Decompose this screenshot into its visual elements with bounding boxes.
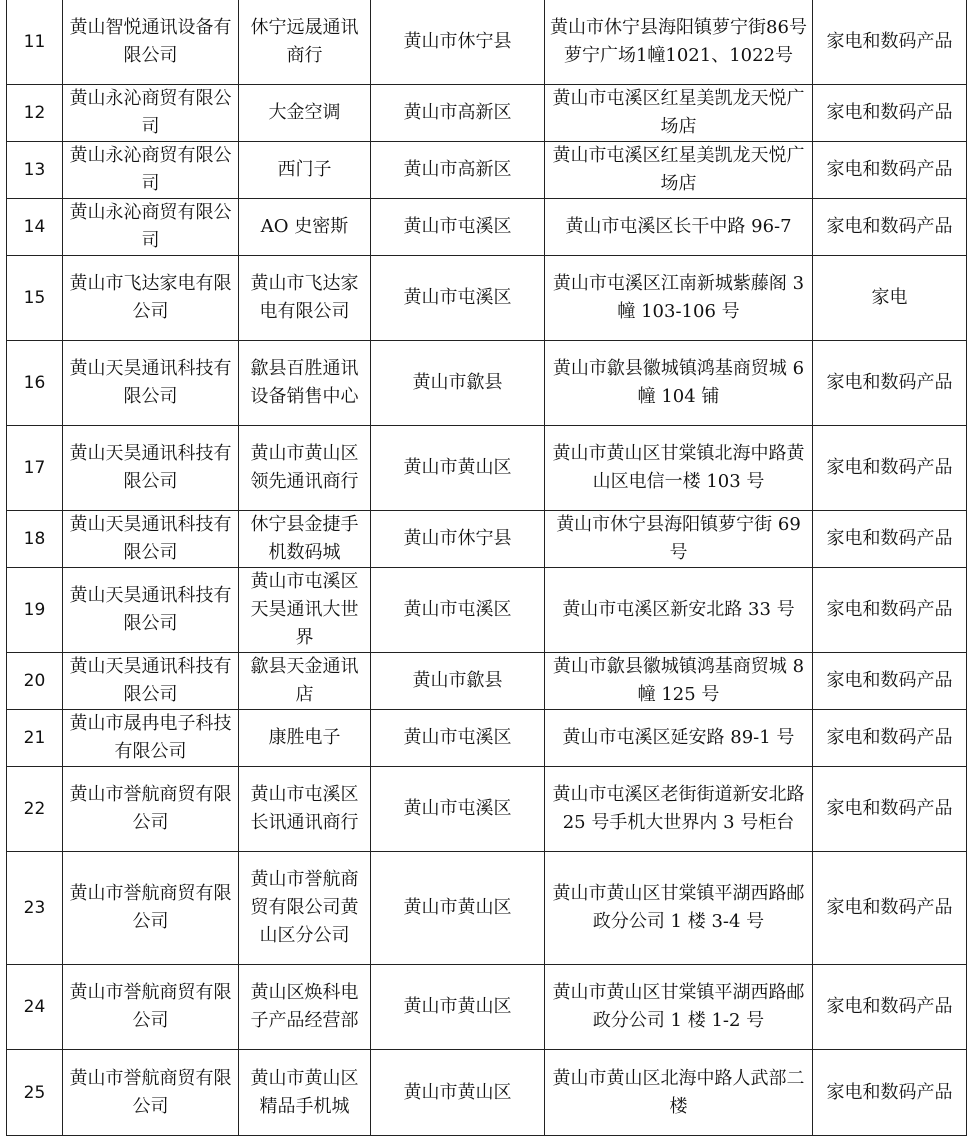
company-cell: 黄山天昊通讯科技有限公司 [63,341,239,426]
row-number: 22 [7,767,63,852]
row-number: 15 [7,256,63,341]
address-cell: 黄山市屯溪区江南新城紫藤阁 3 幢 103-106 号 [545,256,813,341]
area-cell: 黄山市歙县 [371,653,545,710]
category-cell: 家电和数码产品 [813,142,967,199]
store-name-cell: 黄山市黄山区领先通讯商行 [239,426,371,511]
table-row [7,199,967,256]
row-number: 21 [7,710,63,767]
row-number: 12 [7,85,63,142]
store-name-cell: 黄山市屯溪区长讯通讯商行 [239,767,371,852]
table-row [7,256,967,341]
category-cell: 家电和数码产品 [813,568,967,653]
category-cell: 家电和数码产品 [813,341,967,426]
company-cell: 黄山永沁商贸有限公司 [63,199,239,256]
row-number: 18 [7,511,63,568]
address-cell: 黄山市休宁县海阳镇萝宁街 69 号 [545,511,813,568]
category-cell: 家电和数码产品 [813,1050,967,1136]
address-cell: 黄山市屯溪区新安北路 33 号 [545,568,813,653]
category-cell: 家电和数码产品 [813,965,967,1050]
address-cell: 黄山市黄山区甘棠镇北海中路黄山区电信一楼 103 号 [545,426,813,511]
area-cell: 黄山市黄山区 [371,1050,545,1136]
table-row [7,0,967,85]
row-number: 16 [7,341,63,426]
category-cell: 家电和数码产品 [813,767,967,852]
store-list-table [6,0,967,1136]
store-name-cell: 黄山区焕科电子产品经营部 [239,965,371,1050]
table-row [7,142,967,199]
area-cell: 黄山市黄山区 [371,965,545,1050]
row-number: 14 [7,199,63,256]
table-row [7,85,967,142]
company-cell: 黄山永沁商贸有限公司 [63,142,239,199]
category-cell: 家电 [813,256,967,341]
area-cell: 黄山市屯溪区 [371,256,545,341]
company-cell: 黄山永沁商贸有限公司 [63,85,239,142]
row-number: 11 [7,0,63,85]
company-cell: 黄山天昊通讯科技有限公司 [63,511,239,568]
address-cell: 黄山市黄山区甘棠镇平湖西路邮政分公司 1 楼 3-4 号 [545,852,813,965]
store-name-cell: 黄山市黄山区精品手机城 [239,1050,371,1136]
address-cell: 黄山市屯溪区长干中路 96-7 [545,199,813,256]
table-row [7,852,967,965]
area-cell: 黄山市黄山区 [371,426,545,511]
row-number: 17 [7,426,63,511]
company-cell: 黄山天昊通讯科技有限公司 [63,426,239,511]
table-row [7,653,967,710]
row-number: 19 [7,568,63,653]
store-name-cell: AO 史密斯 [239,199,371,256]
company-cell: 黄山智悦通讯设备有限公司 [63,0,239,85]
area-cell: 黄山市屯溪区 [371,767,545,852]
company-cell: 黄山市晟冉电子科技有限公司 [63,710,239,767]
table-row [7,1050,967,1136]
table-row [7,511,967,568]
store-name-cell: 黄山市屯溪区天昊通讯大世界 [239,568,371,653]
address-cell: 黄山市黄山区甘棠镇平湖西路邮政分公司 1 楼 1-2 号 [545,965,813,1050]
store-name-cell: 黄山市誉航商贸有限公司黄山区分公司 [239,852,371,965]
row-number: 13 [7,142,63,199]
area-cell: 黄山市黄山区 [371,852,545,965]
category-cell: 家电和数码产品 [813,199,967,256]
store-name-cell: 休宁远晟通讯商行 [239,0,371,85]
store-name-cell: 大金空调 [239,85,371,142]
row-number: 20 [7,653,63,710]
table-row [7,767,967,852]
address-cell: 黄山市屯溪区红星美凯龙天悦广场店 [545,85,813,142]
area-cell: 黄山市休宁县 [371,511,545,568]
company-cell: 黄山天昊通讯科技有限公司 [63,568,239,653]
address-cell: 黄山市屯溪区老街街道新安北路 25 号手机大世界内 3 号柜台 [545,767,813,852]
store-name-cell: 西门子 [239,142,371,199]
area-cell: 黄山市高新区 [371,142,545,199]
company-cell: 黄山市誉航商贸有限公司 [63,965,239,1050]
row-number: 23 [7,852,63,965]
category-cell: 家电和数码产品 [813,852,967,965]
store-name-cell: 休宁县金捷手机数码城 [239,511,371,568]
category-cell: 家电和数码产品 [813,710,967,767]
company-cell: 黄山市飞达家电有限公司 [63,256,239,341]
company-cell: 黄山市誉航商贸有限公司 [63,852,239,965]
store-name-cell: 歙县天金通讯店 [239,653,371,710]
category-cell: 家电和数码产品 [813,0,967,85]
table-row [7,568,967,653]
area-cell: 黄山市屯溪区 [371,568,545,653]
store-name-cell: 黄山市飞达家电有限公司 [239,256,371,341]
area-cell: 黄山市屯溪区 [371,710,545,767]
table-row [7,341,967,426]
area-cell: 黄山市高新区 [371,85,545,142]
area-cell: 黄山市屯溪区 [371,199,545,256]
row-number: 25 [7,1050,63,1136]
category-cell: 家电和数码产品 [813,653,967,710]
table-row [7,965,967,1050]
category-cell: 家电和数码产品 [813,85,967,142]
company-cell: 黄山市誉航商贸有限公司 [63,1050,239,1136]
address-cell: 黄山市屯溪区红星美凯龙天悦广场店 [545,142,813,199]
category-cell: 家电和数码产品 [813,511,967,568]
address-cell: 黄山市歙县徽城镇鸿基商贸城 8 幢 125 号 [545,653,813,710]
table-row [7,426,967,511]
address-cell: 黄山市屯溪区延安路 89-1 号 [545,710,813,767]
area-cell: 黄山市休宁县 [371,0,545,85]
address-cell: 黄山市休宁县海阳镇萝宁街86号萝宁广场1幢1021、1022号 [545,0,813,85]
table-body [7,0,967,1136]
address-cell: 黄山市黄山区北海中路人武部二楼 [545,1050,813,1136]
store-name-cell: 歙县百胜通讯设备销售中心 [239,341,371,426]
category-cell: 家电和数码产品 [813,426,967,511]
store-name-cell: 康胜电子 [239,710,371,767]
row-number: 24 [7,965,63,1050]
address-cell: 黄山市歙县徽城镇鸿基商贸城 6 幢 104 铺 [545,341,813,426]
table-row [7,710,967,767]
company-cell: 黄山天昊通讯科技有限公司 [63,653,239,710]
area-cell: 黄山市歙县 [371,341,545,426]
company-cell: 黄山市誉航商贸有限公司 [63,767,239,852]
